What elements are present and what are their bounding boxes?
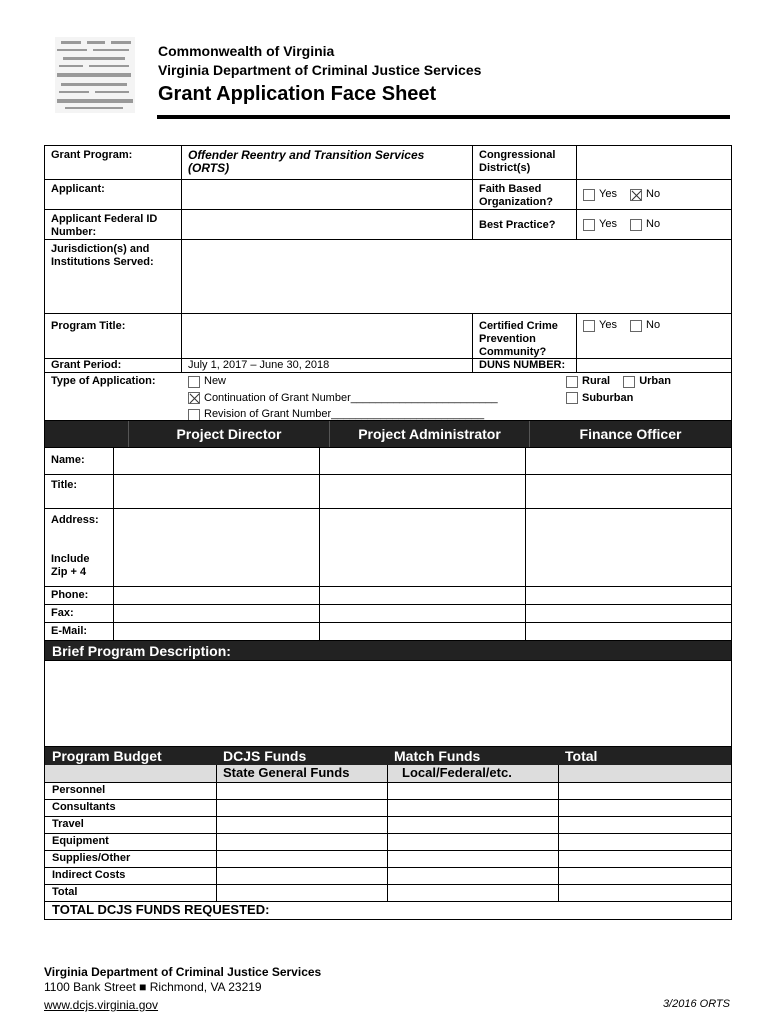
rural-option[interactable]: Rural: [566, 375, 610, 388]
administrator-email-field[interactable]: [320, 623, 526, 640]
budget-dcjs-cell[interactable]: [217, 851, 388, 867]
program-title-label: Program Title:: [45, 314, 182, 358]
type-of-application-label: Type of Application:: [51, 375, 156, 387]
jurisdiction-field[interactable]: [182, 240, 731, 313]
congressional-label: Congressional District(s): [473, 146, 577, 179]
budget-total-cell[interactable]: [559, 851, 731, 867]
crime-prevention-no-option[interactable]: No: [630, 319, 660, 332]
zip-label: Include Zip + 4: [51, 553, 90, 578]
fax-label: Fax:: [45, 605, 114, 622]
type-revision-option[interactable]: Revision of Grant Number_________________________: [188, 408, 484, 421]
type-new-option[interactable]: New: [188, 375, 226, 388]
budget-row: [45, 851, 731, 868]
budget-match-cell[interactable]: [388, 885, 559, 901]
budget-dcjs-cell[interactable]: [217, 817, 388, 833]
administrator-title-field[interactable]: [320, 475, 526, 508]
project-administrator-header: Project Administrator: [330, 421, 530, 447]
checkbox-icon[interactable]: [566, 392, 578, 404]
crime-prevention-label: Certified Crime Prevention Community?: [473, 314, 577, 358]
applicant-field[interactable]: [182, 180, 473, 209]
checkbox-icon[interactable]: [583, 219, 595, 231]
director-email-field[interactable]: [114, 623, 320, 640]
budget-dcjs-cell[interactable]: [217, 834, 388, 850]
title-label: Title:: [45, 475, 114, 508]
crime-prevention-yes-option[interactable]: Yes: [583, 319, 617, 332]
checkbox-icon[interactable]: [188, 376, 200, 388]
checkbox-icon[interactable]: [188, 409, 200, 421]
budget-row-label: Indirect Costs: [45, 868, 217, 884]
federal-id-field[interactable]: [182, 210, 473, 239]
checkbox-icon[interactable]: [583, 189, 595, 201]
federal-id-label: Applicant Federal ID Number:: [45, 210, 182, 239]
faith-yes-option[interactable]: Yes: [583, 188, 617, 201]
footer-version: 3/2016 ORTS: [662, 998, 730, 1010]
header-commonwealth: Commonwealth of Virginia: [158, 43, 335, 59]
administrator-fax-field[interactable]: [320, 605, 526, 622]
total-requested-label: TOTAL DCJS FUNDS REQUESTED:: [52, 902, 270, 917]
administrator-address-field[interactable]: [320, 509, 526, 586]
checkbox-icon[interactable]: [630, 219, 642, 231]
grant-period-label: Grant Period:: [45, 359, 182, 372]
finance-phone-field[interactable]: [526, 587, 731, 604]
finance-address-field[interactable]: [526, 509, 731, 586]
checkbox-icon[interactable]: [623, 376, 635, 388]
director-address-field[interactable]: [114, 509, 320, 586]
budget-row-label: Equipment: [45, 834, 217, 850]
budget-match-cell[interactable]: [388, 834, 559, 850]
budget-row-label: Consultants: [45, 800, 217, 816]
budget-row-label: Supplies/Other: [45, 851, 217, 867]
budget-total-cell[interactable]: [559, 868, 731, 884]
budget-dcjs-cell[interactable]: [217, 783, 388, 799]
checkbox-icon[interactable]: [566, 376, 578, 388]
footer-link[interactable]: www.dcjs.virginia.gov: [44, 998, 159, 1012]
duns-label: DUNS NUMBER:: [473, 359, 577, 372]
faith-based-label: Faith Based Organization?: [473, 180, 577, 209]
checkbox-icon[interactable]: [583, 320, 595, 332]
grant-program-label: Grant Program:: [45, 146, 182, 179]
director-name-field[interactable]: [114, 448, 320, 474]
name-label: Name:: [45, 448, 114, 474]
finance-email-field[interactable]: [526, 623, 731, 640]
grant-program-value[interactable]: Offender Reentry and Transition Services (ORTS): [182, 146, 473, 179]
email-label: E-Mail:: [45, 623, 114, 640]
page-title: Grant Application Face Sheet: [158, 83, 437, 105]
checkbox-icon[interactable]: [630, 320, 642, 332]
best-practice-no-option[interactable]: No: [630, 218, 660, 231]
budget-row-label: Travel: [45, 817, 217, 833]
budget-total-cell[interactable]: [559, 800, 731, 816]
budget-match-cell[interactable]: [388, 817, 559, 833]
finance-title-field[interactable]: [526, 475, 731, 508]
budget-match-cell[interactable]: [388, 783, 559, 799]
suburban-option[interactable]: Suburban: [566, 392, 633, 405]
budget-row: [45, 834, 731, 851]
jurisdiction-label: Jurisdiction(s) and Institutions Served:: [45, 240, 182, 313]
budget-row-label: Total: [45, 885, 217, 901]
seal-logo: [53, 35, 139, 117]
congressional-field[interactable]: [577, 146, 731, 179]
phone-label: Phone:: [45, 587, 114, 604]
finance-officer-header: Finance Officer: [579, 426, 682, 442]
dcjs-sub-header: State General Funds: [217, 765, 388, 782]
budget-row-label: Personnel: [45, 783, 217, 799]
budget-dcjs-cell[interactable]: [217, 885, 388, 901]
match-funds-header: Match Funds: [394, 748, 481, 764]
urban-option[interactable]: Urban: [623, 375, 671, 388]
budget-total-cell[interactable]: [559, 834, 731, 850]
footer-address: 1100 Bank Street ■ Richmond, VA 23219: [44, 980, 262, 994]
checked-box-icon[interactable]: [630, 189, 642, 201]
best-practice-label: Best Practice?: [473, 210, 577, 239]
budget-table: [44, 746, 732, 920]
budget-row: [45, 885, 731, 902]
address-label: Address:: [51, 514, 99, 526]
program-budget-header: Program Budget: [52, 748, 162, 764]
header-rule: [157, 115, 730, 119]
finance-name-field[interactable]: [526, 448, 731, 474]
budget-total-cell[interactable]: [559, 817, 731, 833]
match-sub-header: Local/Federal/etc.: [388, 765, 559, 782]
finance-fax-field[interactable]: [526, 605, 731, 622]
director-title-field[interactable]: [114, 475, 320, 508]
budget-row: [45, 817, 731, 834]
total-column-header: Total: [565, 748, 598, 764]
footer-org: Virginia Department of Criminal Justice Services: [44, 965, 322, 979]
budget-row: [45, 783, 731, 800]
budget-match-cell[interactable]: [388, 851, 559, 867]
checked-box-icon[interactable]: [188, 392, 200, 404]
contacts-table: [44, 420, 732, 748]
budget-match-cell[interactable]: [388, 868, 559, 884]
budget-total-cell[interactable]: [559, 783, 731, 799]
administrator-phone-field[interactable]: [320, 587, 526, 604]
program-description-header: Brief Program Description:: [52, 643, 231, 659]
header-department: Virginia Department of Criminal Justice Services: [158, 62, 482, 78]
budget-match-cell[interactable]: [388, 800, 559, 816]
budget-dcjs-cell[interactable]: [217, 800, 388, 816]
budget-row: [45, 868, 731, 885]
director-phone-field[interactable]: [114, 587, 320, 604]
faith-no-option[interactable]: No: [630, 188, 660, 201]
program-title-field[interactable]: [182, 314, 473, 358]
best-practice-yes-option[interactable]: Yes: [583, 218, 617, 231]
budget-total-cell[interactable]: [559, 885, 731, 901]
administrator-name-field[interactable]: [320, 448, 526, 474]
program-description-field[interactable]: [45, 661, 731, 748]
grant-period-value[interactable]: July 1, 2017 – June 30, 2018: [182, 359, 473, 372]
dcjs-funds-header: DCJS Funds: [223, 748, 307, 764]
budget-row: [45, 800, 731, 817]
project-director-header: Project Director: [129, 421, 330, 447]
budget-dcjs-cell[interactable]: [217, 868, 388, 884]
director-fax-field[interactable]: [114, 605, 320, 622]
duns-field[interactable]: [577, 359, 731, 372]
type-continuation-option[interactable]: Continuation of Grant Number________________________: [188, 392, 498, 405]
application-form: [44, 145, 732, 420]
applicant-label: Applicant:: [45, 180, 182, 209]
